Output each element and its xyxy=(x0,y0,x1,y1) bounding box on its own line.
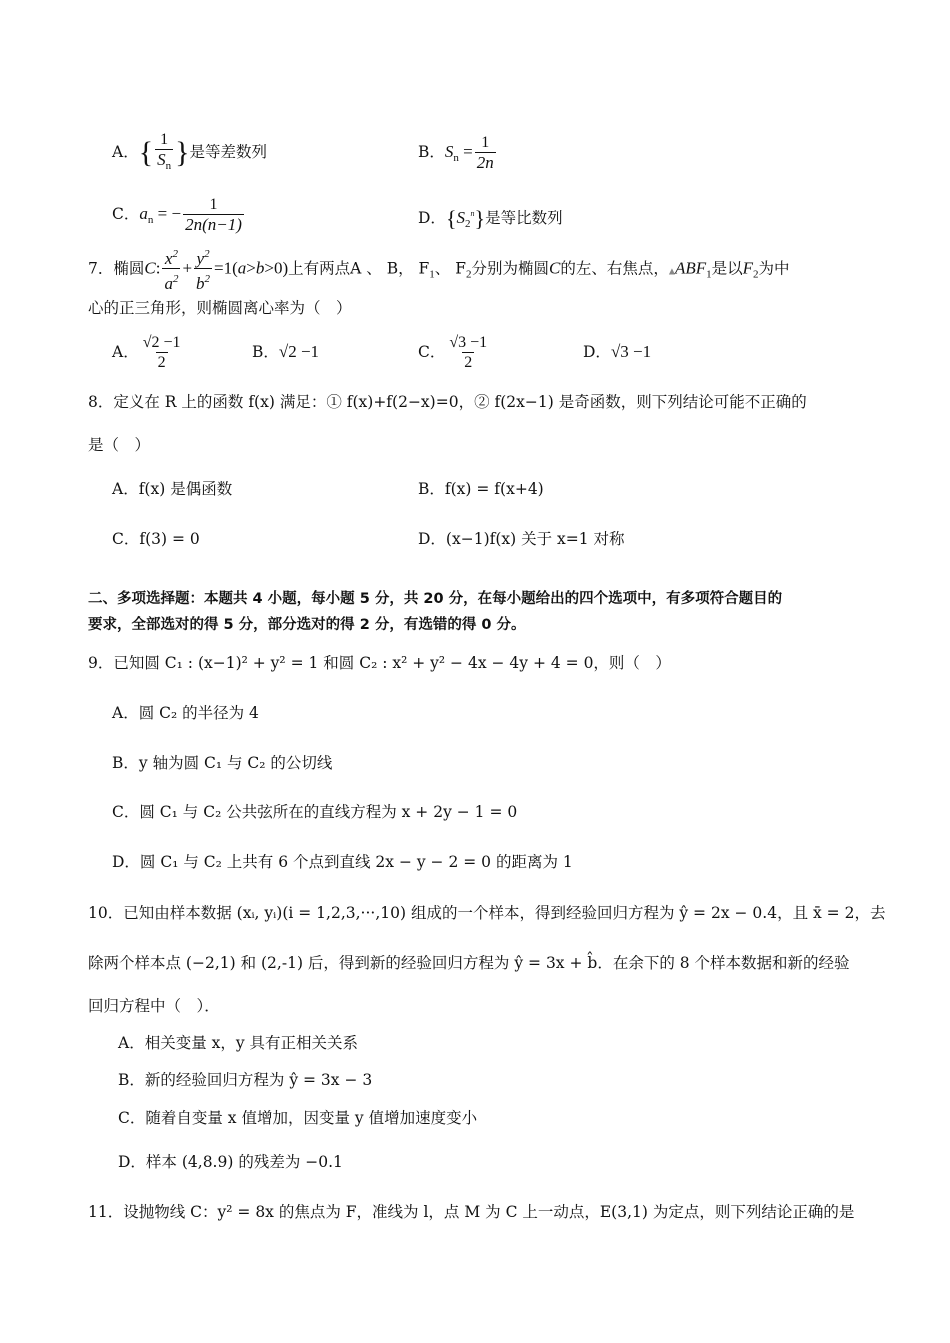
section2-heading-line1: 二、多项选择题：本题共 4 小题，每小题 5 分，共 20 分，在每小题给出的四个选项中，有多项符合题目的 xyxy=(88,591,783,607)
q7-option-d: D．√3 −1 xyxy=(583,342,652,361)
q8-option-d: D．(x−1)f(x) 关于 x=1 对称 xyxy=(418,530,625,548)
q8-option-b: B．f(x) = f(x+4) xyxy=(418,480,544,498)
q6-option-b: B．$S_n$ = $\frac{1}{2n}$ xyxy=(418,133,494,172)
q8-stem-line2: 是（ ） xyxy=(88,436,151,454)
q10-option-c: C．随着自变量 x 值增加，因变量 y 值增加速度变小 xyxy=(118,1109,478,1127)
q9-option-d: D．圆 C₁ 与 C₂ 上共有 6 个点到直线 2x − y − 2 = 0 的距离为 1 xyxy=(112,853,573,871)
q7-option-b: B．√2 −1 xyxy=(252,342,320,361)
q10-stem-line2: 除两个样本点 (−2,1) 和 (2,-1) 后，得到新的经验回归方程为 ŷ = 3x + b̂．在余下的 8 个样本数据和新的经验 xyxy=(88,954,850,972)
q7-stem-line1: 7．椭圆C: $\frac{x^2}{a^2}$ + $\frac{y^2}{b^2}$ =1(a>b>0)上有两点A 、 B， $F_1$、 $F_2$分别为椭圆C的左、右焦点，$▲ABF_1$是以$F_2$为中 xyxy=(88,248,790,293)
q10-stem-line1: 10．已知由样本数据 (xᵢ, yᵢ)(i = 1,2,3,···,10) 组成的一个样本，得到经验回归方程为 ŷ = 2x − 0.4，且 x̄ = 2，去 xyxy=(88,904,886,922)
q7-stem-line2: 心的正三角形，则椭圆离心率为（ ） xyxy=(88,299,352,317)
q9-option-c: C．圆 C₁ 与 C₂ 公共弦所在的直线方程为 x + 2y − 1 = 0 xyxy=(112,803,518,821)
q6-option-a: A．{ $\frac{1}{S_n}$ }是等差数列 xyxy=(112,130,267,176)
q8-option-a: A．f(x) 是偶函数 xyxy=(112,480,233,498)
section2-heading-line2: 要求，全部选对的得 5 分，部分选对的得 2 分，有选错的得 0 分。 xyxy=(88,617,526,633)
q7-option-a: A． $\frac{√2 -1}{2}$ xyxy=(112,333,181,371)
q8-stem-line1: 8．定义在 R 上的函数 f(x) 满足：① f(x)+f(2−x)=0，② f(2x−1) 是奇函数，则下列结论可能不正确的 xyxy=(88,393,807,411)
q10-stem-line3: 回归方程中（ ）． xyxy=(88,997,220,1015)
q10-option-b: B．新的经验回归方程为 ŷ = 3x − 3 xyxy=(118,1071,373,1089)
q10-option-a: A．相关变量 x，y 具有正相关关系 xyxy=(118,1034,359,1052)
q9-option-b: B．y 轴为圆 C₁ 与 C₂ 的公切线 xyxy=(112,754,333,772)
q8-option-c: C．f(3) = 0 xyxy=(112,530,200,548)
q6-option-c: C．$a_n$ = − $\frac{1}{2n(n-1)}$ xyxy=(112,195,242,234)
q11-stem-line1: 11．设抛物线 C：y² = 8x 的焦点为 F，准线为 l，点 M 为 C 上一动点，E(3,1) 为定点，则下列结论正确的是 xyxy=(88,1203,855,1221)
q9-stem: 9．已知圆 C₁ : (x−1)² + y² = 1 和圆 C₂ : x² + y² − 4x − 4y + 4 = 0，则（ ） xyxy=(88,654,671,672)
q6-option-d: D．$\{S_2^n\}$是等比数列 xyxy=(418,206,563,231)
q10-option-d: D．样本 (4,8.9) 的残差为 −0.1 xyxy=(118,1153,343,1171)
q7-option-c: C． $\frac{√3 -1}{2}$ xyxy=(418,333,488,371)
q9-option-a: A．圆 C₂ 的半径为 4 xyxy=(112,704,259,722)
